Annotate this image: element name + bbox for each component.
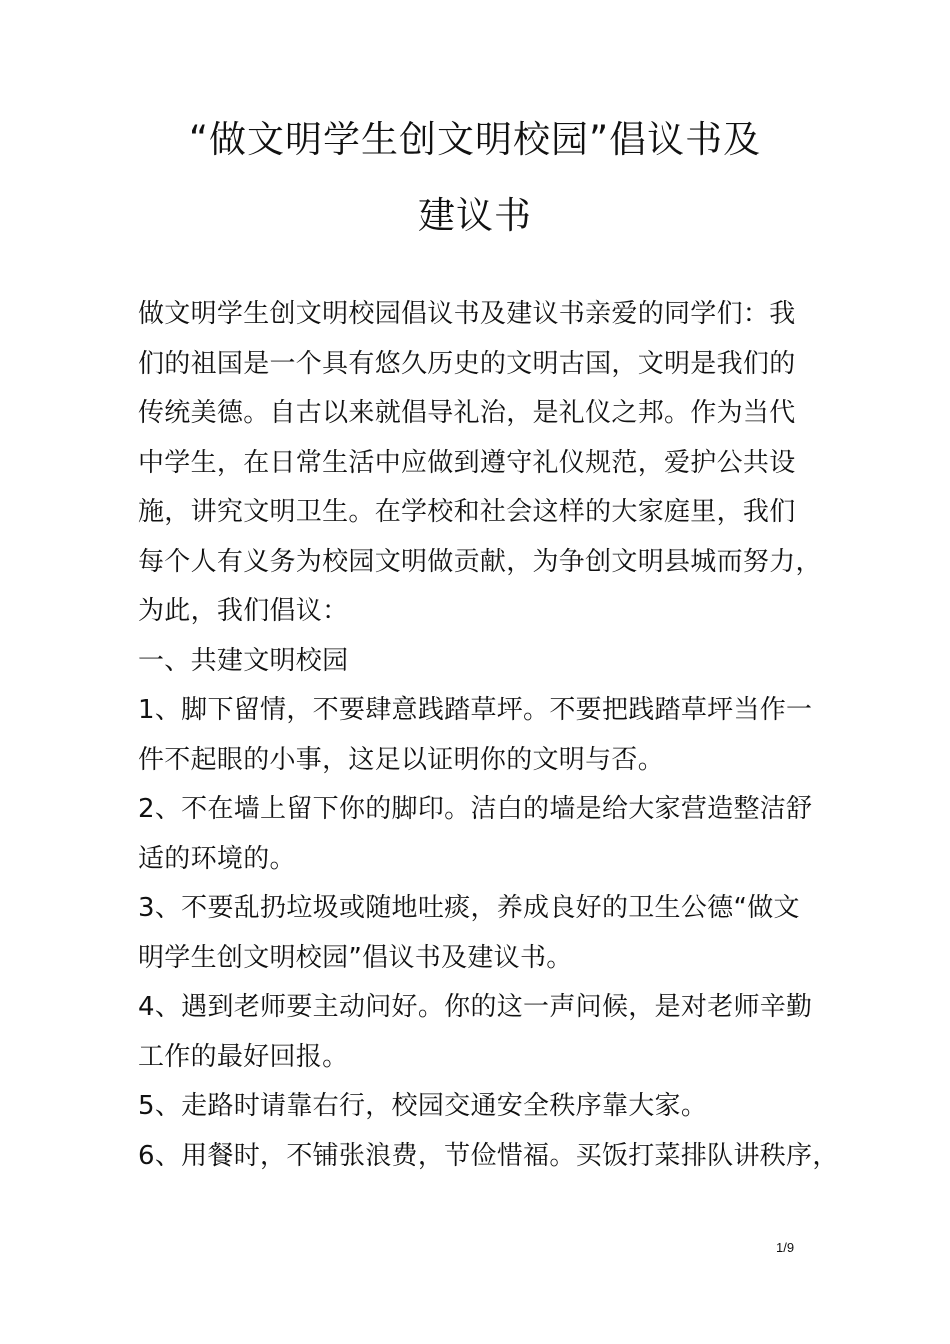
list-item-continued: 件不起眼的小事，这足以证明你的文明与否。: [138, 744, 665, 775]
body-line: 施，讲究文明卫生。在学校和社会这样的大家庭里，我们: [138, 497, 796, 527]
list-item: 6、用餐时，不铺张浪费，节俭惜福。买饭打菜排队讲秩序，: [138, 1140, 839, 1171]
section-heading: 一、共建文明校园: [138, 645, 349, 676]
list-item: 2、不在墙上留下你的脚印。洁白的墙是给大家营造整洁舒: [138, 794, 813, 824]
document-body: [138, 290, 839, 1181]
body-line: 中学生，在日常生活中应做到遵守礼仪规范，爱护公共设: [138, 447, 796, 478]
body-line: 们的祖国是一个具有悠久历史的文明古国，文明是我们的: [138, 348, 796, 379]
list-item: 5、走路时请靠右行，校园交通安全秩序靠大家。: [138, 1091, 708, 1121]
body-line: 做文明学生创文明校园倡议书及建议书亲爱的同学们：我: [138, 299, 796, 329]
body-line: 每个人有义务为校园文明做贡献，为争创文明县城而努力，: [138, 546, 822, 577]
document-title-line-1: “做文明学生创文明校园”倡议书及: [188, 118, 762, 161]
list-item: 4、遇到老师要主动问好。你的这一声问候，是对老师辛勤: [138, 992, 813, 1022]
body-line: 为此，我们倡议：: [138, 596, 349, 626]
list-item-continued: 工作的最好回报。: [138, 1041, 349, 1072]
list-item: 1、脚下留情，不要肆意践踏草坪。不要把践踏草坪当作一: [138, 695, 813, 725]
list-item-continued: 适的环境的。: [138, 843, 296, 874]
list-item-continued: 明学生创文明校园”倡议书及建议书。: [138, 942, 573, 973]
page-number: 1/9: [776, 1240, 795, 1255]
document-title-line-2: 建议书: [418, 194, 532, 237]
body-line: 传统美德。自古以来就倡导礼治，是礼仪之邦。作为当代: [138, 398, 796, 428]
list-item: 3、不要乱扔垃圾或随地吐痰，养成良好的卫生公德“做文: [138, 893, 800, 923]
